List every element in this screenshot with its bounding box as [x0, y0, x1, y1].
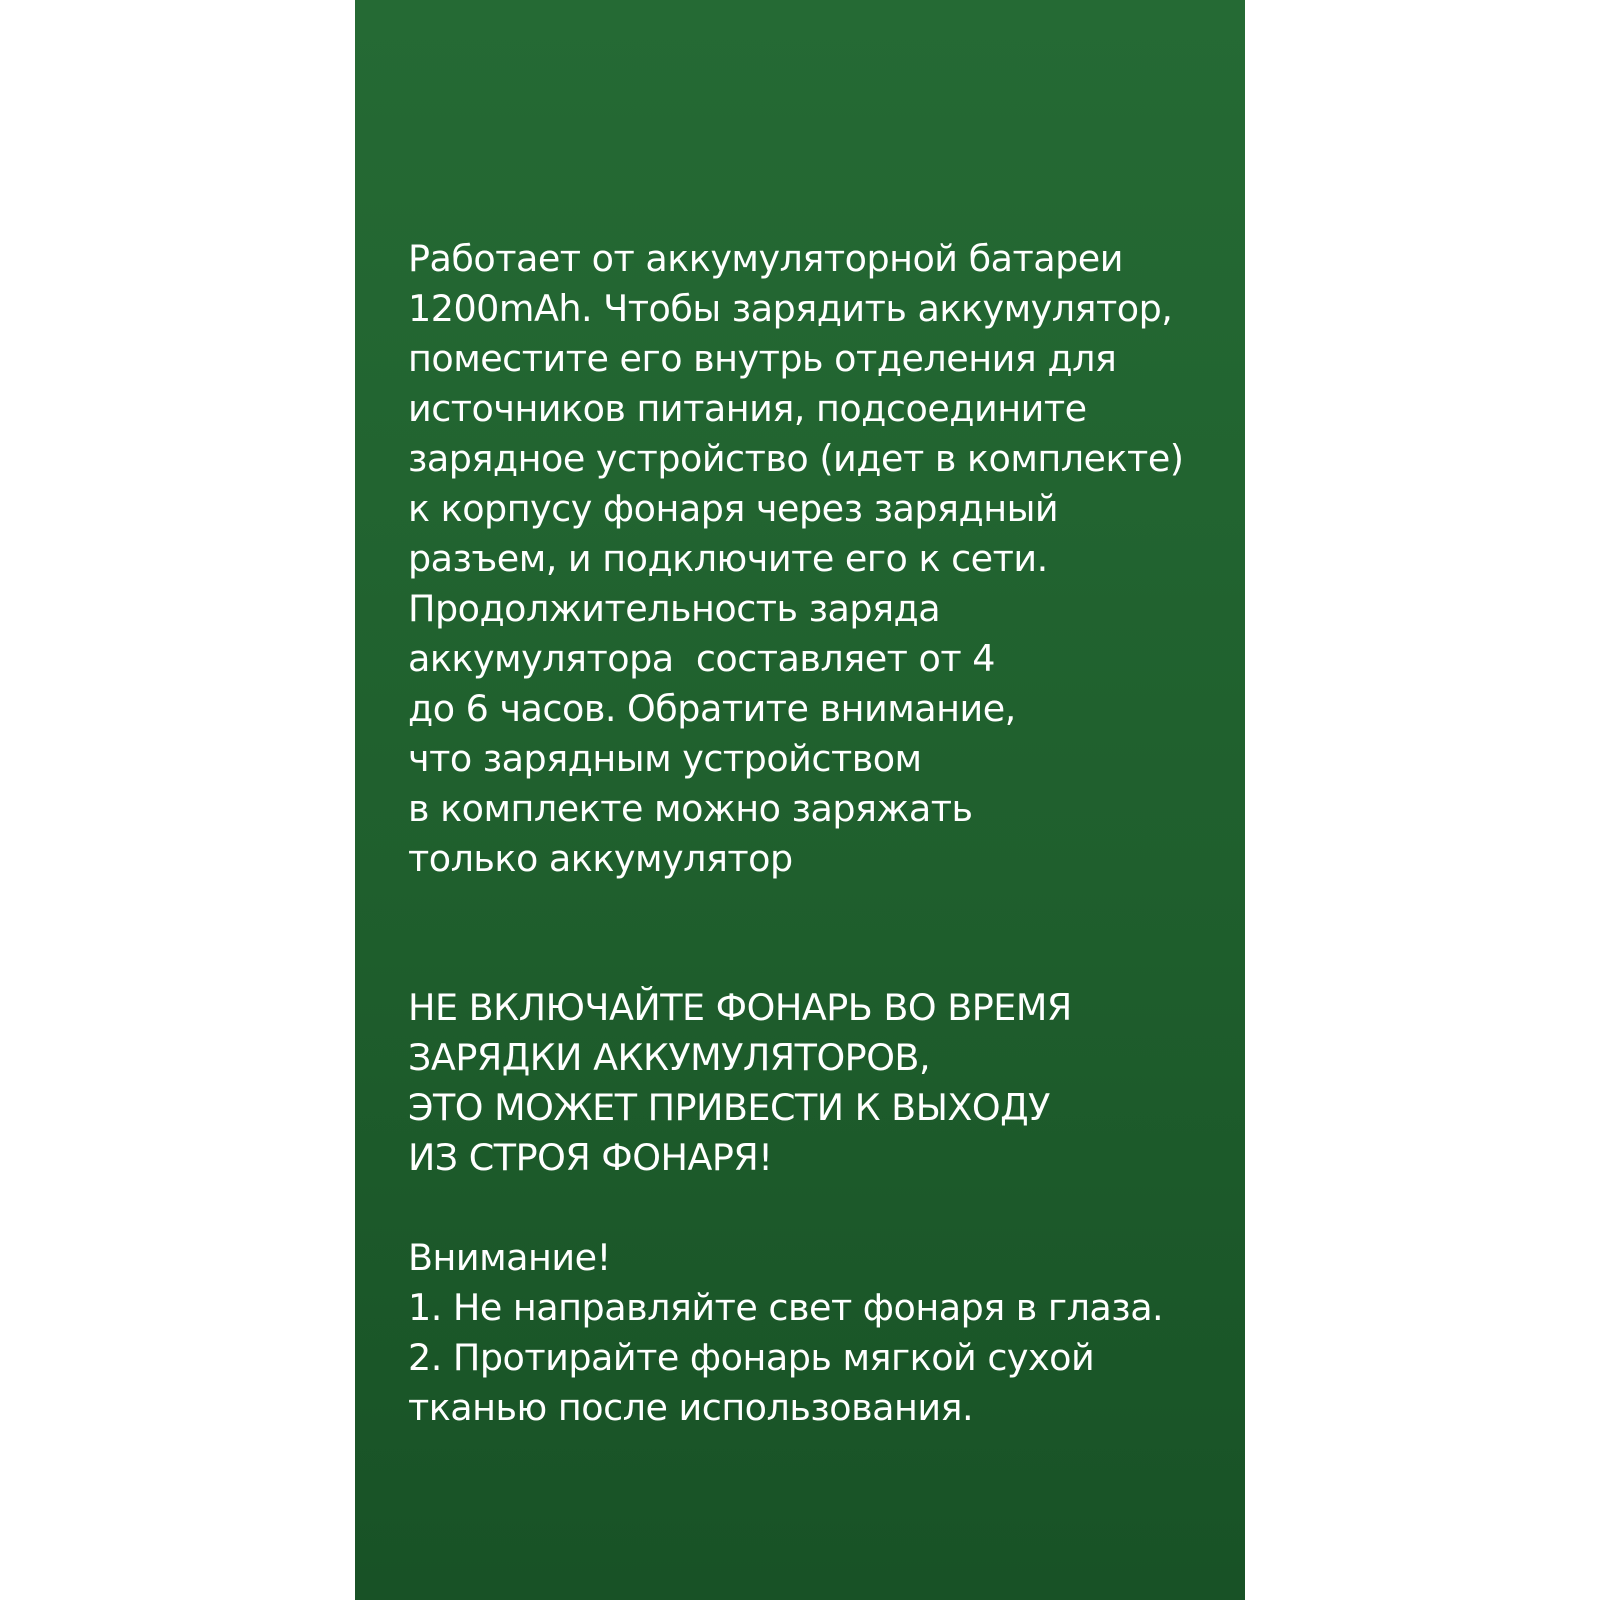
text-line: до 6 часов. Обратите внимание, — [408, 687, 1016, 730]
text-line: разъем, и подключите его к сети. — [408, 537, 1048, 580]
warning-line: ИЗ СТРОЯ ФОНАРЯ! — [408, 1136, 773, 1179]
attention-item: 1. Не направляйте свет фонаря в глаза. — [408, 1286, 1164, 1329]
warning-line: ЭТО МОЖЕТ ПРИВЕСТИ К ВЫХОДУ — [408, 1086, 1050, 1129]
text-line: только аккумулятор — [408, 837, 793, 880]
warning-paragraph — [408, 983, 1238, 1183]
text-line: что зарядным устройством — [408, 737, 922, 780]
warning-line: ЗАРЯДКИ АККУМУЛЯТОРОВ, — [408, 1036, 931, 1079]
text-line: 1200mAh. Чтобы зарядить аккумулятор, — [408, 287, 1173, 330]
attention-paragraph — [408, 1233, 1238, 1433]
text-line: Работает от аккумуляторной батареи — [408, 237, 1123, 280]
text-line: поместите его внутрь отделения для — [408, 337, 1117, 380]
attention-heading: Внимание! — [408, 1236, 611, 1279]
attention-item: 2. Протирайте фонарь мягкой сухой — [408, 1336, 1095, 1379]
text-line: аккумулятора составляет от 4 — [408, 637, 995, 680]
attention-item: тканью после использования. — [408, 1386, 974, 1429]
text-line: Продолжительность заряда — [408, 587, 941, 630]
text-line: источников питания, подсоедините — [408, 387, 1087, 430]
charging-instructions-paragraph — [408, 234, 1238, 884]
text-line: к корпусу фонаря через зарядный — [408, 487, 1059, 530]
warning-line: НЕ ВКЛЮЧАЙТЕ ФОНАРЬ ВО ВРЕМЯ — [408, 986, 1072, 1029]
text-line: зарядное устройство (идет в комплекте) — [408, 437, 1184, 480]
text-line: в комплекте можно заряжать — [408, 787, 973, 830]
